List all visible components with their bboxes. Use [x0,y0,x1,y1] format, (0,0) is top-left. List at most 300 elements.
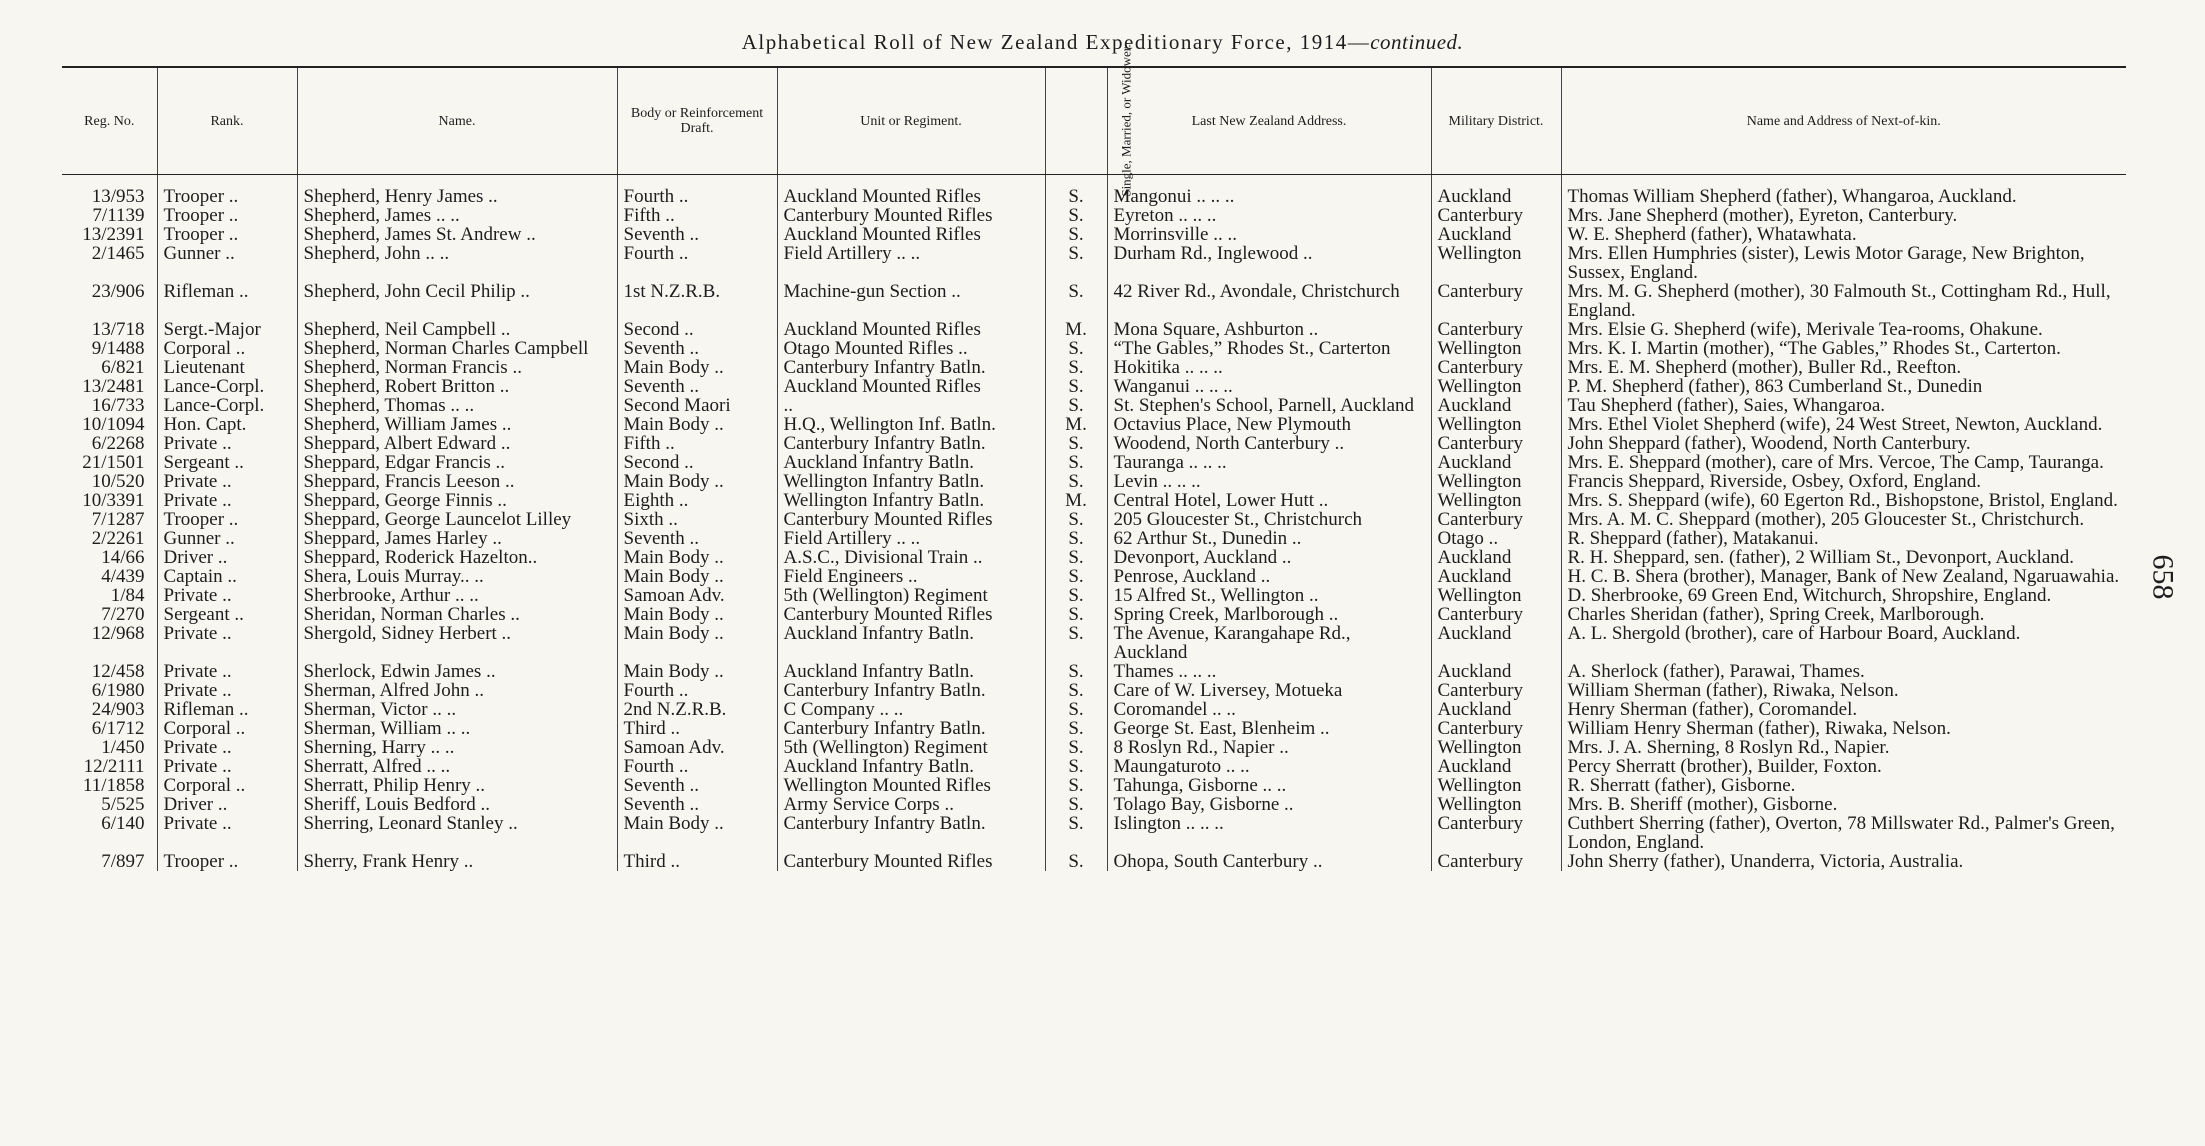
reg-no-cell: 13/718 [91,320,145,339]
unit-cell: Auckland Mounted Rifles [777,320,1045,339]
marital-status-cell: S. [1045,624,1107,662]
table-row [62,700,2126,719]
unit-cell: Auckland Infantry Batln. [777,757,1045,776]
district-cell: Wellington [1431,377,1561,396]
marital-status-cell: S. [1045,567,1107,586]
reg-no-cell: 9/1488 [91,339,145,358]
name-cell: Sherratt, Alfred .. .. [297,757,617,776]
next-of-kin-cell: Mrs. B. Sheriff (mother), Gisborne. [1561,795,2126,814]
unit-cell: Auckland Infantry Batln. [777,662,1045,681]
marital-status-cell: S. [1045,795,1107,814]
marital-status-cell: S. [1045,244,1107,282]
marital-status-cell: S. [1045,814,1107,852]
address-cell: Morrinsville .. .. [1107,225,1431,244]
reg-no-cell: 1/450 [101,738,145,757]
unit-cell: Auckland Infantry Batln. [777,453,1045,472]
district-cell: Wellington [1431,491,1561,510]
reg-no-cell: 6/140 [101,814,145,834]
district-cell: Canterbury [1431,719,1561,738]
name-cell: Sherratt, Philip Henry .. [297,776,617,795]
district-cell: Canterbury [1431,510,1561,529]
district-cell: Auckland [1431,396,1561,415]
unit-cell: Canterbury Mounted Rifles [777,206,1045,225]
unit-cell: C Company .. .. [777,700,1045,719]
name-cell: Shepherd, Thomas .. .. [297,396,617,415]
name-cell: Sheppard, Edgar Francis .. [297,453,617,472]
next-of-kin-cell: William Henry Sherman (father), Riwaka, Nelson. [1561,719,2126,738]
unit-cell: Auckland Mounted Rifles [777,377,1045,396]
next-of-kin-cell: Mrs. Ethel Violet Shepherd (wife), 24 West Street, Newton, Auckland. [1561,415,2126,434]
table-row [62,339,2126,358]
draft-cell: Main Body .. [617,605,777,624]
reg-no-cell: 7/1139 [92,206,145,225]
reg-no-cell: 12/968 [91,624,145,644]
marital-status-cell: S. [1045,662,1107,681]
marital-status-cell: S. [1045,586,1107,605]
draft-cell: Main Body .. [617,567,777,586]
reg-no-cell: 14/66 [101,548,145,567]
reg-no-cell: 1/84 [110,586,145,605]
marital-status-cell: S. [1045,510,1107,529]
draft-cell: 1st N.Z.R.B. [617,282,777,320]
name-cell: Shepherd, Robert Britton .. [297,377,617,396]
draft-cell: Fifth .. [617,206,777,225]
title-main: Alphabetical Roll of New Zealand Expeditionary Force, 1914— [741,30,1371,54]
draft-cell: Second .. [617,320,777,339]
district-cell: Auckland [1431,548,1561,567]
unit-cell: Canterbury Infantry Batln. [777,358,1045,377]
page-number: 658 [2146,554,2180,600]
next-of-kin-cell: A. L. Shergold (brother), care of Harbour Board, Auckland. [1561,624,2126,662]
unit-cell: Auckland Mounted Rifles [777,225,1045,244]
draft-cell: Seventh .. [617,776,777,795]
unit-cell: Canterbury Infantry Batln. [777,681,1045,700]
unit-cell: .. [777,396,1045,415]
address-cell: Maungaturoto .. .. [1107,757,1431,776]
rank-cell: Lieutenant [157,358,297,377]
reg-no-cell: 4/439 [101,567,145,586]
rank-cell: Gunner .. [157,529,297,548]
name-cell: Sheppard, Francis Leeson .. [297,472,617,491]
name-cell: Sheppard, George Finnis .. [297,491,617,510]
unit-cell: Wellington Infantry Batln. [777,491,1045,510]
table-row [62,757,2126,776]
table-row [62,282,2126,320]
address-cell: Penrose, Auckland .. [1107,567,1431,586]
next-of-kin-cell: W. E. Shepherd (father), Whatawhata. [1561,225,2126,244]
table-row [62,719,2126,738]
district-cell: Wellington [1431,339,1561,358]
reg-no-cell: 13/2391 [82,225,145,244]
table-row [62,396,2126,415]
rank-cell: Private .. [157,681,297,700]
table-row [62,244,2126,282]
reg-no-cell: 23/906 [91,282,145,302]
draft-cell: Seventh .. [617,377,777,396]
next-of-kin-cell: Mrs. M. G. Shepherd (mother), 30 Falmouth St., Cottingham Rd., Hull, England. [1561,282,2126,320]
next-of-kin-cell: Henry Sherman (father), Coromandel. [1561,700,2126,719]
table-row [62,358,2126,377]
rank-cell: Corporal .. [157,719,297,738]
draft-cell: Samoan Adv. [617,738,777,757]
roll-table [62,43,2126,871]
next-of-kin-cell: Percy Sherratt (brother), Builder, Foxton. [1561,757,2126,776]
marital-status-cell: S. [1045,434,1107,453]
unit-cell: Field Artillery .. .. [777,244,1045,282]
rank-cell: Private .. [157,472,297,491]
address-cell: Eyreton .. .. .. [1107,206,1431,225]
next-of-kin-cell: R. Sheppard (father), Matakanui. [1561,529,2126,548]
table-row [62,377,2126,396]
name-cell: Shepherd, James .. .. [297,206,617,225]
district-cell: Wellington [1431,776,1561,795]
reg-no-cell: 7/897 [101,852,145,871]
next-of-kin-cell: Charles Sheridan (father), Spring Creek, Marlborough. [1561,605,2126,624]
draft-cell: Main Body .. [617,662,777,681]
district-cell: Wellington [1431,795,1561,814]
address-cell: Tolago Bay, Gisborne .. [1107,795,1431,814]
reg-no-cell: 7/270 [101,605,145,624]
next-of-kin-cell: D. Sherbrooke, 69 Green End, Witchurch, Shropshire, England. [1561,586,2126,605]
next-of-kin-cell: Mrs. Jane Shepherd (mother), Eyreton, Canterbury. [1561,206,2126,225]
draft-cell: Main Body .. [617,624,777,662]
address-cell: George St. East, Blenheim .. [1107,719,1431,738]
reg-no-cell: 12/458 [91,662,145,681]
name-cell: Sherning, Harry .. .. [297,738,617,757]
name-cell: Sheppard, Albert Edward .. [297,434,617,453]
address-cell: Woodend, North Canterbury .. [1107,434,1431,453]
address-cell: Central Hotel, Lower Hutt .. [1107,491,1431,510]
next-of-kin-cell: Mrs. K. I. Martin (mother), “The Gables,” Rhodes St., Carterton. [1561,339,2126,358]
reg-no-cell: 11/1858 [82,776,145,795]
name-cell: Sherlock, Edwin James .. [297,662,617,681]
unit-cell: Auckland Infantry Batln. [777,624,1045,662]
draft-cell: Main Body .. [617,415,777,434]
name-cell: Shepherd, Norman Francis .. [297,358,617,377]
draft-cell: Samoan Adv. [617,586,777,605]
header-district: Military District. [1431,67,1561,175]
draft-cell: Fourth .. [617,175,777,207]
reg-no-cell: 13/2481 [82,377,145,396]
reg-no-cell: 6/821 [101,358,145,377]
unit-cell: Auckland Mounted Rifles [777,175,1045,207]
reg-no-cell: 16/733 [91,396,145,415]
name-cell: Sherring, Leonard Stanley .. [297,814,617,852]
marital-status-cell: S. [1045,738,1107,757]
next-of-kin-cell: A. Sherlock (father), Parawai, Thames. [1561,662,2126,681]
rank-cell: Driver .. [157,548,297,567]
unit-cell: Field Artillery .. .. [777,529,1045,548]
rank-cell: Private .. [157,586,297,605]
district-cell: Auckland [1431,175,1561,207]
district-cell: Auckland [1431,225,1561,244]
header-marital-status [1045,43,1134,197]
marital-status-cell: S. [1045,776,1107,795]
table-row [62,814,2126,852]
table-body [62,175,2126,872]
table-row [62,738,2126,757]
unit-cell: Canterbury Infantry Batln. [777,719,1045,738]
draft-cell: Fourth .. [617,681,777,700]
marital-status-cell: S. [1045,548,1107,567]
marital-status-cell: M. [1045,415,1107,434]
draft-cell: Eighth .. [617,491,777,510]
table-row [62,681,2126,700]
address-cell: 8 Roslyn Rd., Napier .. [1107,738,1431,757]
address-cell: Thames .. .. .. [1107,662,1431,681]
draft-cell: Second .. [617,453,777,472]
district-cell: Auckland [1431,453,1561,472]
draft-cell: Third .. [617,719,777,738]
table-row [62,624,2126,662]
rank-cell: Private .. [157,662,297,681]
address-cell: Spring Creek, Marlborough .. [1107,605,1431,624]
reg-no-cell: 10/1094 [82,415,145,434]
reg-no-cell: 2/2261 [91,529,145,548]
district-cell: Wellington [1431,738,1561,757]
address-cell: Tauranga .. .. .. [1107,453,1431,472]
draft-cell: Second Maori [617,396,777,415]
reg-no-cell: 24/903 [91,700,145,719]
draft-cell: Seventh .. [617,795,777,814]
reg-no-cell: 10/3391 [82,491,145,510]
next-of-kin-cell: Mrs. E. Sheppard (mother), care of Mrs. Vercoe, The Camp, Tauranga. [1561,453,2126,472]
table-row [62,776,2126,795]
unit-cell: Field Engineers .. [777,567,1045,586]
header-row [62,67,2126,175]
rank-cell: Trooper .. [157,225,297,244]
marital-status-cell: S. [1045,225,1107,244]
next-of-kin-cell: John Sherry (father), Unanderra, Victoria, Australia. [1561,852,2126,871]
unit-cell: A.S.C., Divisional Train .. [777,548,1045,567]
header-unit: Unit or Regiment. [777,67,1045,175]
header-draft: Body or Reinforcement Draft. [617,67,777,175]
rank-cell: Hon. Capt. [157,415,297,434]
table-row [62,206,2126,225]
draft-cell: Sixth .. [617,510,777,529]
next-of-kin-cell: Mrs. Ellen Humphries (sister), Lewis Motor Garage, New Brighton, Sussex, England. [1561,244,2126,282]
rank-cell: Sergeant .. [157,605,297,624]
marital-status-cell: S. [1045,719,1107,738]
table-row [62,795,2126,814]
marital-status-cell: S. [1045,175,1107,207]
marital-status-cell: S. [1045,757,1107,776]
rank-cell: Private .. [157,491,297,510]
table-row [62,491,2126,510]
reg-no-cell: 6/1712 [91,719,145,738]
draft-cell: Fourth .. [617,244,777,282]
reg-no-cell: 6/1980 [91,681,145,700]
district-cell: Canterbury [1431,206,1561,225]
draft-cell: Seventh .. [617,225,777,244]
district-cell: Auckland [1431,567,1561,586]
name-cell: Sheppard, James Harley .. [297,529,617,548]
reg-no-cell: 12/2111 [83,757,145,776]
district-cell: Wellington [1431,244,1561,282]
address-cell: Mangonui .. .. .. [1107,175,1431,207]
name-cell: Shepherd, William James .. [297,415,617,434]
address-cell: “The Gables,” Rhodes St., Carterton [1107,339,1431,358]
name-cell: Sherman, Victor .. .. [297,700,617,719]
header-rank: Rank. [157,67,297,175]
table-row [62,567,2126,586]
table-row [62,510,2126,529]
rank-cell: Driver .. [157,795,297,814]
unit-cell: Canterbury Mounted Rifles [777,510,1045,529]
next-of-kin-cell: Francis Sheppard, Riverside, Osbey, Oxford, England. [1561,472,2126,491]
address-cell: Devonport, Auckland .. [1107,548,1431,567]
name-cell: Shepherd, Neil Campbell .. [297,320,617,339]
rank-cell: Sergeant .. [157,453,297,472]
district-cell: Canterbury [1431,282,1561,320]
unit-cell: 5th (Wellington) Regiment [777,586,1045,605]
unit-cell: Canterbury Infantry Batln. [777,434,1045,453]
address-cell: Care of W. Liversey, Motueka [1107,681,1431,700]
unit-cell: Canterbury Mounted Rifles [777,605,1045,624]
draft-cell: Main Body .. [617,814,777,852]
unit-cell: Army Service Corps .. [777,795,1045,814]
table-row [62,472,2126,491]
name-cell: Shergold, Sidney Herbert .. [297,624,617,662]
rank-cell: Trooper .. [157,206,297,225]
next-of-kin-cell: Mrs. E. M. Shepherd (mother), Buller Rd., Reefton. [1561,358,2126,377]
draft-cell: Seventh .. [617,529,777,548]
next-of-kin-cell: Mrs. A. M. C. Sheppard (mother), 205 Gloucester St., Christchurch. [1561,510,2126,529]
rank-cell: Private .. [157,757,297,776]
rank-cell: Corporal .. [157,339,297,358]
header-address: Last New Zealand Address. [1107,67,1431,175]
rank-cell: Lance-Corpl. [157,377,297,396]
unit-cell: Otago Mounted Rifles .. [777,339,1045,358]
marital-status-cell: S. [1045,396,1107,415]
header-marital-status-text: Single, Married, or Widower. [1118,43,1134,197]
name-cell: Shera, Louis Murray.. .. [297,567,617,586]
table-row [62,434,2126,453]
next-of-kin-cell: John Sheppard (father), Woodend, North Canterbury. [1561,434,2126,453]
draft-cell: Main Body .. [617,472,777,491]
address-cell: Ohopa, South Canterbury .. [1107,852,1431,871]
name-cell: Shepherd, Norman Charles Campbell [297,339,617,358]
marital-status-cell: S. [1045,529,1107,548]
table-row [62,529,2126,548]
district-cell: Otago .. [1431,529,1561,548]
unit-cell: Wellington Infantry Batln. [777,472,1045,491]
header-next-of-kin: Name and Address of Next-of-kin. [1561,67,2126,175]
draft-cell: Third .. [617,852,777,871]
marital-status-cell: S. [1045,377,1107,396]
district-cell: Wellington [1431,415,1561,434]
rank-cell: Lance-Corpl. [157,396,297,415]
next-of-kin-cell: Cuthbert Sherring (father), Overton, 78 Millswater Rd., Palmer's Green, London, England. [1561,814,2126,852]
address-cell: Durham Rd., Inglewood .. [1107,244,1431,282]
name-cell: Shepherd, James St. Andrew .. [297,225,617,244]
district-cell: Canterbury [1431,358,1561,377]
name-cell: Shepherd, John Cecil Philip .. [297,282,617,320]
next-of-kin-cell: Mrs. Elsie G. Shepherd (wife), Merivale Tea-rooms, Ohakune. [1561,320,2126,339]
table-row [62,225,2126,244]
unit-cell: Wellington Mounted Rifles [777,776,1045,795]
reg-no-cell: 21/1501 [82,453,145,472]
marital-status-cell: S. [1045,453,1107,472]
reg-no-cell: 2/1465 [91,244,145,264]
district-cell: Canterbury [1431,814,1561,852]
next-of-kin-cell: P. M. Shepherd (father), 863 Cumberland St., Dunedin [1561,377,2126,396]
district-cell: Canterbury [1431,434,1561,453]
rank-cell: Captain .. [157,567,297,586]
reg-no-cell: 7/1287 [91,510,145,529]
table-row [62,852,2126,871]
district-cell: Wellington [1431,586,1561,605]
name-cell: Shepherd, John .. .. [297,244,617,282]
header-name: Name. [297,67,617,175]
address-cell: 62 Arthur St., Dunedin .. [1107,529,1431,548]
address-cell: Octavius Place, New Plymouth [1107,415,1431,434]
table-row [62,453,2126,472]
table-row [62,548,2126,567]
address-cell: 205 Gloucester St., Christchurch [1107,510,1431,529]
address-cell: Levin .. .. .. [1107,472,1431,491]
district-cell: Auckland [1431,662,1561,681]
rank-cell: Private .. [157,434,297,453]
marital-status-cell: S. [1045,206,1107,225]
address-cell: The Avenue, Karangahape Rd., Auckland [1107,624,1431,662]
name-cell: Sheriff, Louis Bedford .. [297,795,617,814]
name-cell: Sheppard, George Launcelot Lilley [297,510,617,529]
district-cell: Canterbury [1431,681,1561,700]
draft-cell: Main Body .. [617,548,777,567]
reg-no-cell: 5/525 [101,795,145,814]
table-row [62,320,2126,339]
rank-cell: Corporal .. [157,776,297,795]
district-cell: Auckland [1431,700,1561,719]
name-cell: Sherman, Alfred John .. [297,681,617,700]
next-of-kin-cell: Tau Shepherd (father), Saies, Whangaroa. [1561,396,2126,415]
rank-cell: Gunner .. [157,244,297,282]
rank-cell: Rifleman .. [157,700,297,719]
unit-cell: Canterbury Infantry Batln. [777,814,1045,852]
rank-cell: Private .. [157,814,297,852]
district-cell: Canterbury [1431,605,1561,624]
address-cell: Mona Square, Ashburton .. [1107,320,1431,339]
header-reg-no: Reg. No. [62,67,157,175]
address-cell: St. Stephen's School, Parnell, Auckland [1107,396,1431,415]
name-cell: Sherry, Frank Henry .. [297,852,617,871]
next-of-kin-cell: Thomas William Shepherd (father), Whangaroa, Auckland. [1561,175,2126,207]
table-row [62,586,2126,605]
district-cell: Auckland [1431,757,1561,776]
address-cell: Tahunga, Gisborne .. .. [1107,776,1431,795]
marital-status-cell: M. [1045,320,1107,339]
title-continued: continued. [1370,30,1464,54]
district-cell: Canterbury [1431,320,1561,339]
reg-no-cell: 10/520 [91,472,145,491]
draft-cell: Main Body .. [617,358,777,377]
unit-cell: Canterbury Mounted Rifles [777,852,1045,871]
next-of-kin-cell: William Sherman (father), Riwaka, Nelson. [1561,681,2126,700]
table-row [62,175,2126,207]
name-cell: Shepherd, Henry James .. [297,175,617,207]
table-row [62,605,2126,624]
page-title [0,30,2205,55]
table-row [62,415,2126,434]
rank-cell: Trooper .. [157,510,297,529]
next-of-kin-cell: R. H. Sheppard, sen. (father), 2 William St., Devonport, Auckland. [1561,548,2126,567]
unit-cell: H.Q., Wellington Inf. Batln. [777,415,1045,434]
address-cell: 15 Alfred St., Wellington .. [1107,586,1431,605]
district-cell: Wellington [1431,472,1561,491]
rank-cell: Trooper .. [157,852,297,871]
name-cell: Sheppard, Roderick Hazelton.. [297,548,617,567]
